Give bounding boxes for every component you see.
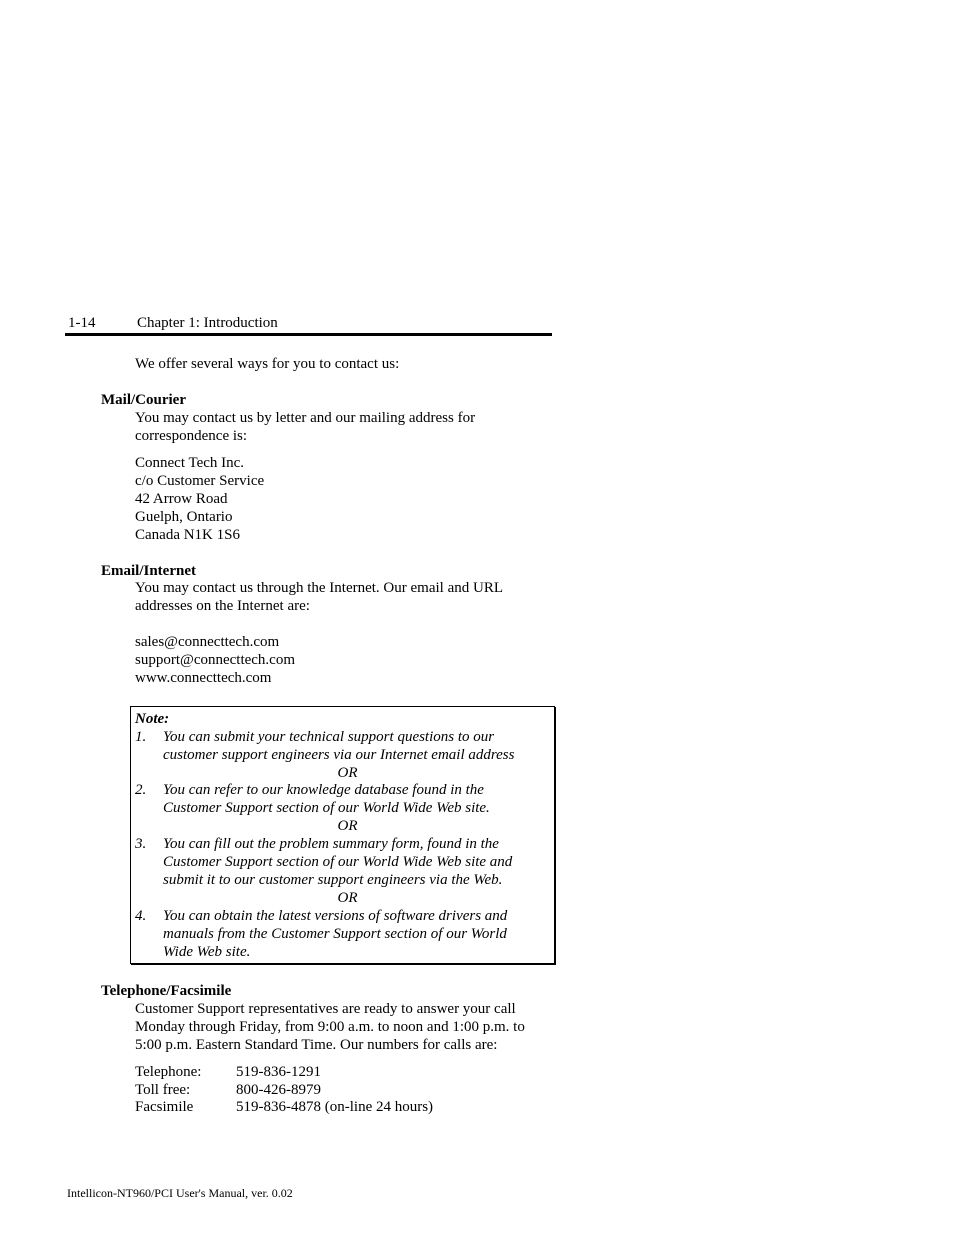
note-line: Customer Support section of our World Wide Web site and [163, 854, 513, 870]
mail-text [135, 409, 475, 445]
phone-text-line: 5:00 p.m. Eastern Standard Time. Our numbers for calls are: [135, 1037, 498, 1053]
address-line: Canada N1K 1S6 [135, 527, 240, 543]
note-item-number: 1. [135, 729, 147, 745]
mail-text-line: correspondence is: [135, 428, 248, 444]
header-rule [65, 333, 552, 336]
note-line: Customer Support section of our World Wide Web site. [163, 800, 490, 816]
website-url: www.connecttech.com [135, 670, 272, 686]
phone-text-line: Customer Support representatives are ready to answer your call [135, 1001, 516, 1017]
email-text-line: You may contact us through the Internet. Our email and URL [135, 580, 503, 596]
facsimile-label: Facsimile [135, 1099, 194, 1115]
note-title: Note: [135, 711, 170, 727]
mailing-address [135, 454, 264, 544]
page-number: 1-14 [68, 315, 96, 331]
phone-text-line: Monday through Friday, from 9:00 a.m. to noon and 1:00 p.m. to [135, 1019, 525, 1035]
note-line: Wide Web site. [163, 944, 251, 960]
address-line: Guelph, Ontario [135, 509, 233, 525]
address-line: c/o Customer Service [135, 473, 265, 489]
chapter-title: Chapter 1: Introduction [137, 315, 278, 331]
mail-heading: Mail/Courier [101, 392, 186, 408]
note-item-number: 3. [135, 836, 147, 852]
note-or-separator: OR [337, 765, 358, 781]
mail-text-line: You may contact us by letter and our mailing address for [135, 410, 476, 426]
note-item-number: 4. [135, 908, 147, 924]
note-or-separator: OR [337, 890, 358, 906]
note-line: You can fill out the problem summary form, found in the [163, 836, 499, 852]
note-line: You can submit your technical support questions to our [163, 729, 495, 745]
note-item-3 [163, 835, 512, 889]
note-box [130, 706, 555, 964]
note-line: customer support engineers via our Internet email address [163, 747, 515, 763]
toll-free-label: Toll free: [135, 1082, 191, 1098]
email-addresses [135, 633, 295, 687]
note-item-2 [163, 781, 490, 817]
note-item-number: 2. [135, 782, 147, 798]
note-item-4 [163, 907, 507, 961]
phone-text [135, 1000, 525, 1054]
note-line: submit it to our customer support engineers via the Web. [163, 872, 503, 888]
facsimile-number: 519-836-4878 (on-line 24 hours) [236, 1099, 434, 1115]
telephone-number: 519-836-1291 [236, 1064, 321, 1080]
sales-email: sales@connecttech.com [135, 634, 280, 650]
address-line: Connect Tech Inc. [135, 455, 245, 471]
support-email: support@connecttech.com [135, 652, 296, 668]
toll-free-number: 800-426-8979 [236, 1082, 321, 1098]
email-text-line: addresses on the Internet are: [135, 598, 310, 614]
note-line: You can obtain the latest versions of software drivers and [163, 908, 508, 924]
note-or-separator: OR [337, 818, 358, 834]
phone-heading: Telephone/Facsimile [101, 983, 232, 999]
address-line: 42 Arrow Road [135, 491, 228, 507]
note-line: You can refer to our knowledge database found in the [163, 782, 484, 798]
footer-manual-title: Intellicon-NT960/PCI User's Manual, ver. 0.02 [67, 1186, 293, 1200]
telephone-label: Telephone: [135, 1064, 202, 1080]
intro-text: We offer several ways for you to contact us: [135, 356, 400, 372]
note-item-1 [163, 728, 514, 764]
note-line: manuals from the Customer Support section of our World [163, 926, 507, 942]
email-heading: Email/Internet [101, 563, 196, 579]
email-text [135, 579, 503, 615]
